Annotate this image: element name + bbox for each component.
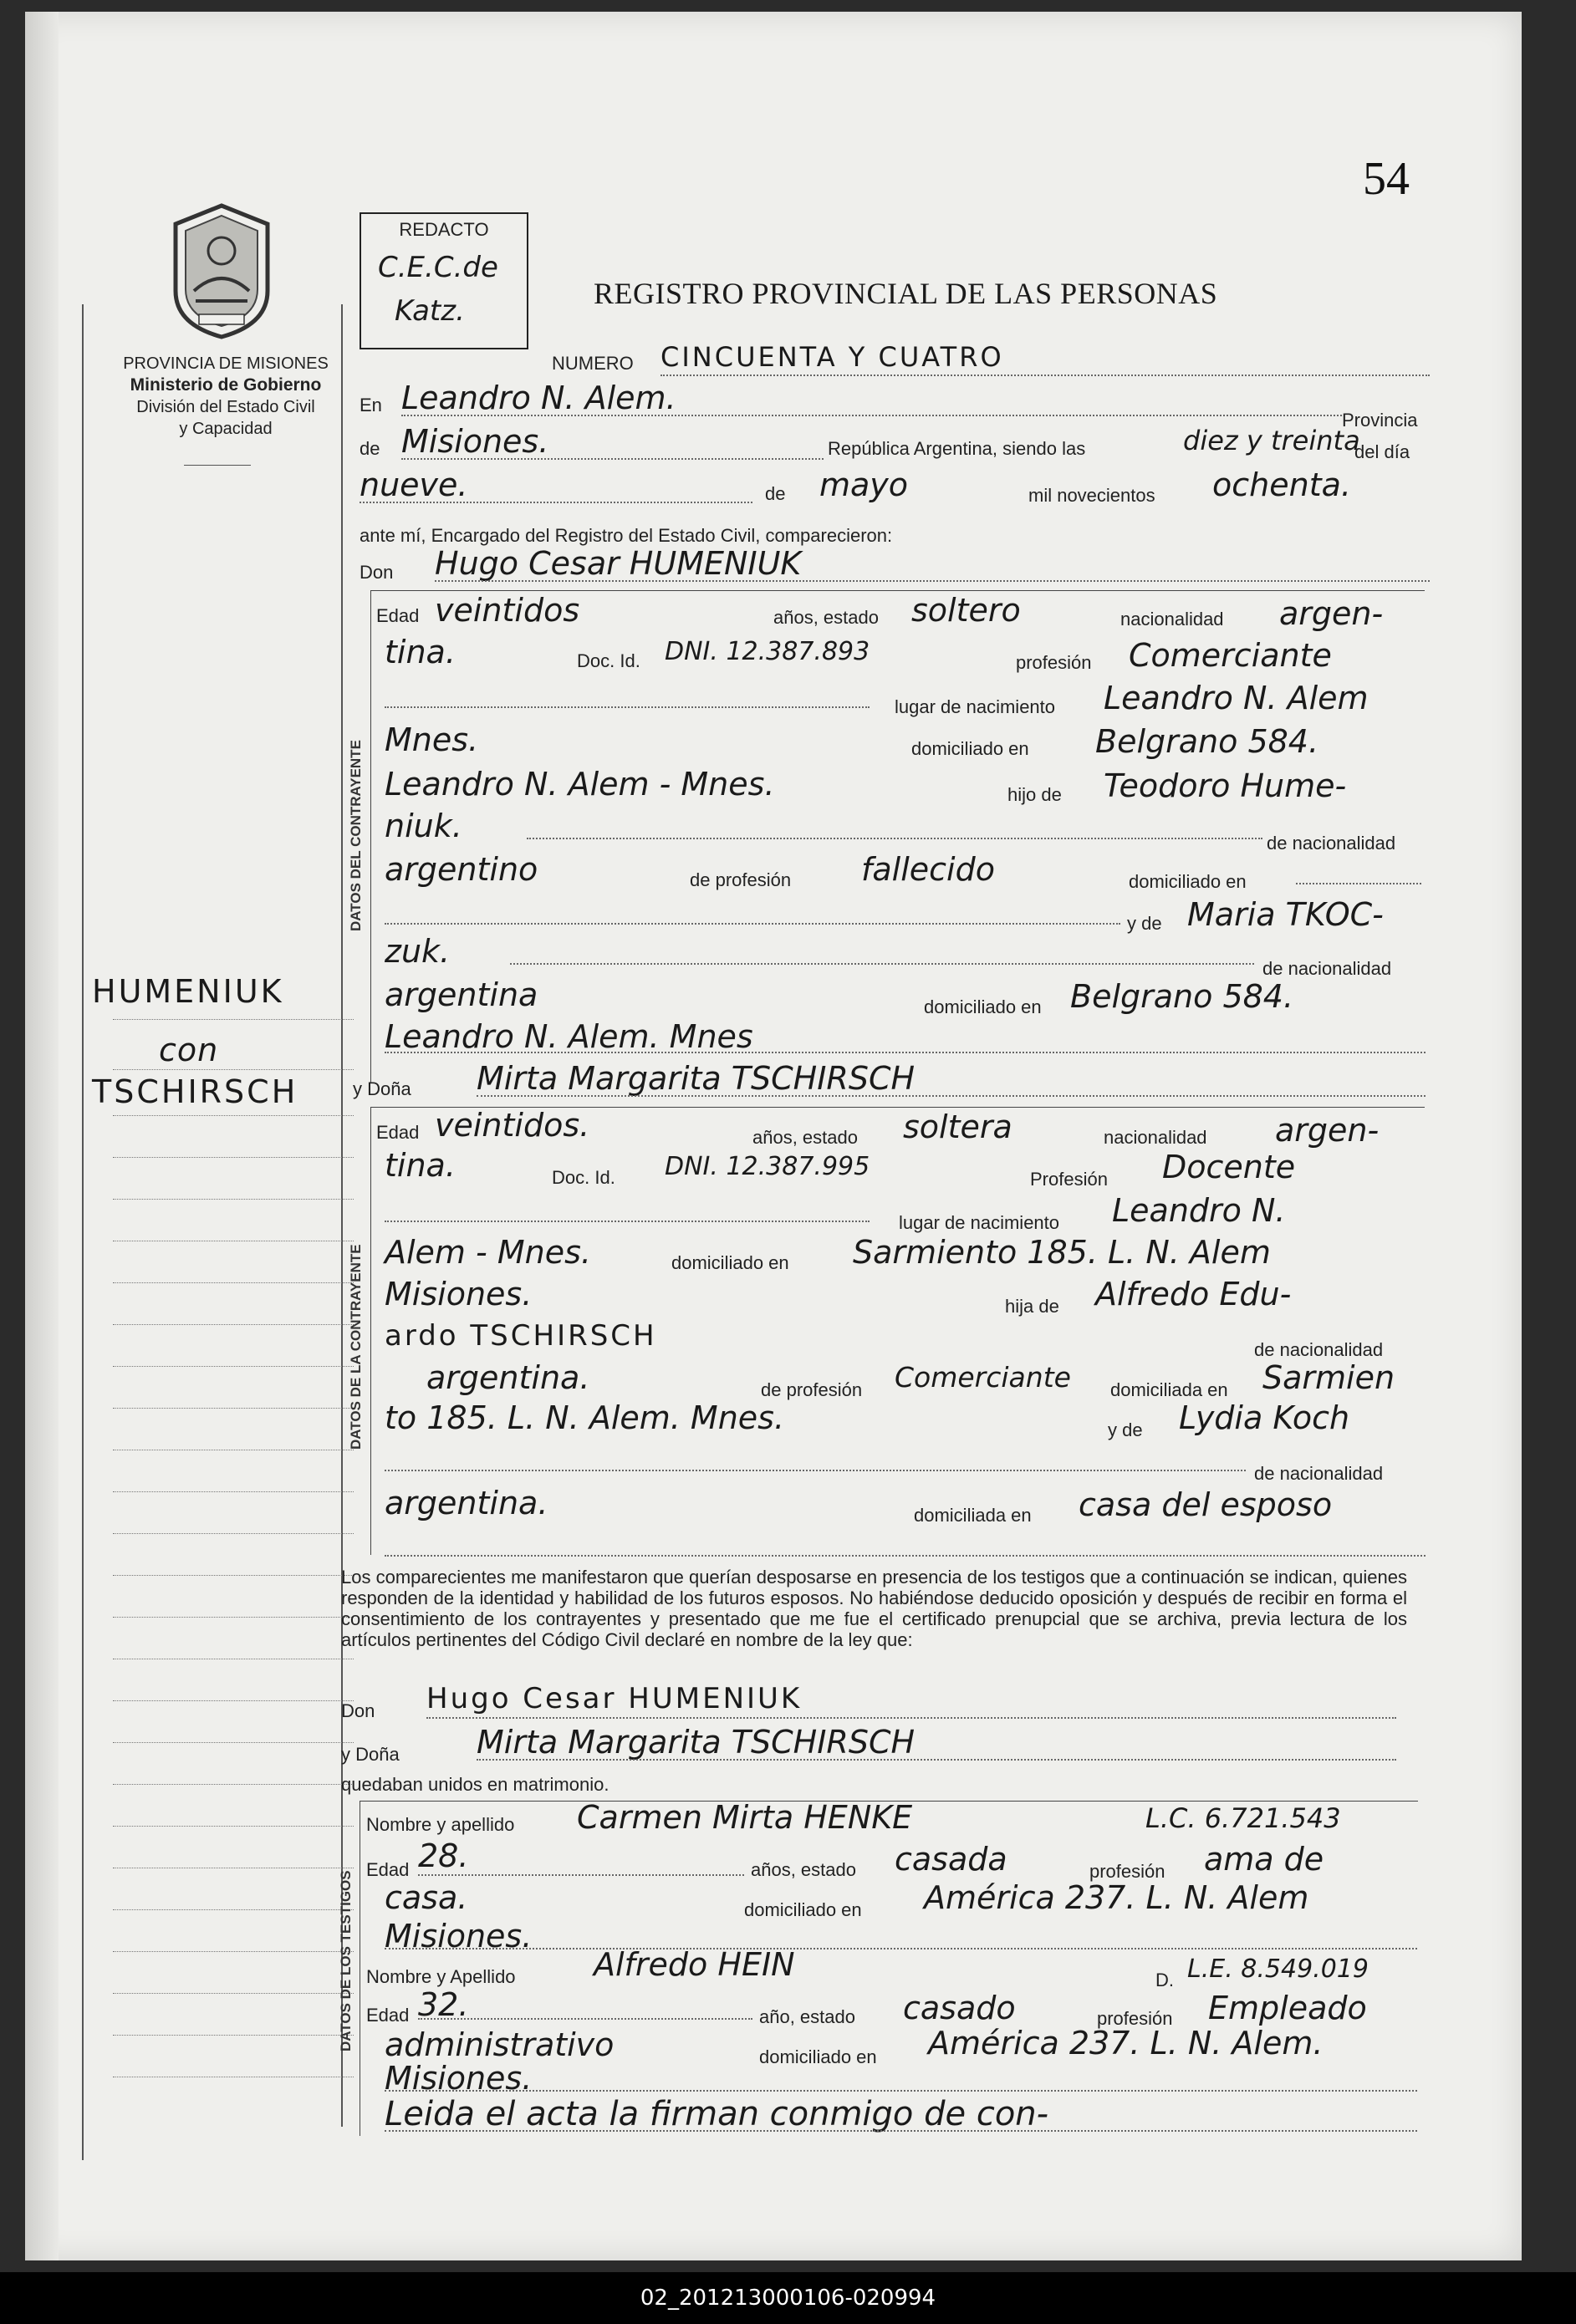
nacionalidad-label: nacionalidad [1104,1127,1207,1148]
fill-line [510,963,1254,965]
groom-nac-1: argen- [1279,595,1384,632]
groom-padre-prof-line [25,851,1522,892]
register-page [25,12,1522,2260]
mes-value: mayo [819,466,909,503]
register-title: REGISTRO PROVINCIAL DE LAS PERSONAS [594,277,1218,310]
witness1-profesion-2: casa. [385,1879,468,1916]
bride-madre-dom-line [25,1485,1522,1526]
bride-padre-dom-2: to 185. L. N. Alem. Mnes. [385,1399,785,1436]
witness1-nombre: Carmen Mirta HENKE [577,1799,913,1836]
bride-lugar-line [25,1192,1522,1233]
fill-line [527,838,1262,839]
fill-line [385,1555,1426,1557]
de-profesion-label: de profesión [690,869,792,890]
profesion-label: profesión [1097,2008,1173,2029]
groom-madre-dom-2: Leandro N. Alem. Mnes [385,1018,753,1055]
witness2-profesion-1: Empleado [1208,1990,1367,2026]
witness1-doc: L.C. 6.721.543 [1145,1802,1341,1834]
mil-label: mil novecientos [1028,485,1155,506]
provincia-label: Provincia [1342,410,1418,431]
redacto-handwriting-1: C.E.C.de [378,251,498,284]
groom-madre-dom-line [25,976,1522,1017]
decl-don-value: Hugo Cesar HUMENIUK [426,1682,803,1715]
nombre-apellido-label: Nombre y apellido [366,1814,515,1835]
groom-doc-line [25,634,1522,674]
witness2-nombre: Alfredo HEIN [594,1946,795,1983]
lugar-nac-label: lugar de nacimiento [895,696,1056,717]
witness1-edad-line [25,1837,1522,1882]
y-dona-label: y Doña [353,1078,411,1099]
domiciliado-label: domiciliado en [744,1899,862,1920]
bride-padre-prof-line [25,1359,1522,1400]
bride-domicilio-line [25,1234,1522,1274]
witness2-nombre-line [25,1946,1522,1990]
fill-line [385,1948,1417,1949]
witness2-domicilio-line [25,2025,1522,2067]
bride-profesion: Docente [1162,1149,1296,1185]
groom-domicilio-1: Belgrano 584. [1095,723,1319,760]
edad-label: Edad [376,1122,420,1143]
witness1-domicilio-2: Misiones. [385,1918,533,1955]
bride-edad: veintidos. [435,1107,590,1144]
fill-line [385,1470,1246,1471]
groom-padre-1: Teodoro Hume- [1104,767,1347,804]
form-body [25,12,1522,2260]
margin-note-surname-2: TSCHIRSCH [92,1073,298,1110]
nombre-apellido-label: Nombre y Apellido [366,1966,516,1987]
domiciliado-label: domiciliado en [759,2046,877,2067]
edad-label: Edad [366,1859,410,1880]
don-value: Hugo Cesar HUMENIUK [435,545,802,582]
doc-label: Doc. Id. [552,1167,615,1188]
bride-hija-line [25,1276,1522,1317]
redacto-handwriting-2: Katz. [395,294,465,328]
groom-madre-2: zuk. [385,933,451,970]
fill-line [401,415,1342,416]
witness1-estado: casada [895,1841,1007,1878]
fill-line [477,1095,1426,1097]
profesion-label: profesión [1089,1861,1165,1882]
groom-madre-dom-2-line [25,1018,1522,1060]
doc-label: Doc. Id. [577,650,640,671]
de-label: de [360,438,380,459]
witness2-doc: L.E. 8.549.019 [1187,1955,1369,1984]
bride-section-label: DATOS DE LA CONTRAYENTE [348,1244,364,1450]
fill-line [1296,883,1421,884]
groom-domicilio-2: Leandro N. Alem - Mnes. [385,766,775,803]
domiciliado-label: domiciliado en [924,996,1042,1017]
groom-profesion: Comerciante [1129,637,1332,674]
profesion-label: Profesión [1030,1169,1108,1190]
y-dona-label: y Doña [341,1744,400,1765]
en-value: Leandro N. Alem. [401,380,676,416]
bride-estado: soltera [903,1108,1012,1145]
en-label: En [360,395,382,415]
bride-padre-dom-1: Sarmien [1262,1359,1395,1396]
groom-nac-2: tina. [385,634,456,670]
bride-madre-nac-line [25,1448,1522,1484]
numero-value: CINCUENTA Y CUATRO [660,341,1004,373]
groom-padre-nac: argentino [385,851,538,888]
bride-padre-prof: Comerciante [895,1361,1071,1394]
bride-lugar-nac: Leandro N. [1112,1192,1286,1229]
hija-de-label: hija de [1005,1296,1059,1317]
groom-madre-dom-1: Belgrano 584. [1070,978,1294,1015]
bride-padre-line [25,1319,1522,1360]
margin-note-con: con [159,1032,219,1068]
dona-line [25,1060,1522,1100]
groom-hijo-line [25,766,1522,806]
groom-madre-1: Maria TKOC- [1187,896,1384,933]
groom-estado: soltero [911,592,1021,629]
bride-domicilio-2: Misiones. [385,1276,533,1312]
bride-madre-dom: casa del esposo [1079,1486,1333,1523]
dia-value: nueve. [360,466,468,503]
hijo-de-label: hijo de [1007,784,1062,805]
witness2-domicilio-1: América 237. L. N. Alem. [928,2025,1324,2062]
ministry-label: Ministerio de Gobierno [130,375,322,395]
domiciliado-label: domiciliado en [1129,871,1247,892]
fill-line [385,2130,1417,2132]
witness1-domicilio-1: América 237. L. N. Alem [924,1879,1309,1916]
dona-value: Mirta Margarita TSCHIRSCH [477,1060,916,1097]
fill-line [385,2090,1417,2092]
fill-line [435,580,1430,582]
decl-don-line [25,1682,1522,1722]
witness2-profesion-2: administrativo [385,2026,615,2063]
groom-madre-nac: argentina [385,976,538,1013]
witness1-edad: 28. [418,1837,469,1874]
de-mes-label: de [765,483,786,504]
fill-line [477,1759,1396,1761]
nacionalidad-label: nacionalidad [1120,609,1224,629]
bride-doc-line [25,1147,1522,1190]
redacto-label: REDACTO [399,219,489,240]
witness1-nombre-line [25,1799,1522,1839]
domiciliado-label: domiciliado en [911,738,1029,759]
del-dia-label: del día [1354,441,1410,462]
don-label: Don [341,1700,375,1721]
domiciliado-label: domiciliado en [671,1252,789,1273]
lugar-nac-label: lugar de nacimiento [899,1212,1060,1233]
groom-madre-line [25,896,1522,935]
groom-section-label: DATOS DEL CONTRAYENTE [348,740,364,931]
fill-line [385,923,1120,925]
closing-line [25,2095,1522,2135]
witnesses-section-label: DATOS DE LOS TESTIGOS [338,1870,354,2051]
closing-text: Leida el acta la firman conmigo de con- [385,2095,1049,2133]
footer-caption: 02_201213000106-020994 [0,2272,1576,2324]
de-nacionalidad-label: de nacionalidad [1262,958,1392,979]
fill-line [401,458,824,460]
witness1-profesion-1: ama de [1204,1841,1324,1878]
bride-nac-2: tina. [385,1147,456,1184]
edad-label: Edad [366,2005,410,2026]
numero-line [25,341,1522,380]
numero-label: NUMERO [552,353,634,374]
anos-estado-label: años, estado [752,1127,858,1148]
ano-value: ochenta. [1212,466,1351,503]
witness1-domicilio-line [25,1879,1522,1920]
bride-padre-2: ardo TSCHIRSCH [385,1319,657,1353]
profesion-label: profesión [1016,652,1092,673]
declaration-paragraph: Los comparecientes me manifestaron que querían desposarse en presencia de los testigos que a continuación se indican, quienes responden de la identidad y habilidad de los futuros esposos. No habiéndose deducido oposición y después de recibir en forma el consentimiento de los contrayentes y presentado que me fue el certificado prenupcial que se archiva, previa lectura de los artículos pertinentes del Código Civil declaré en nombre de la ley que: [341,1567,1407,1650]
de-nacionalidad-label: de nacionalidad [1254,1339,1384,1360]
groom-madre-2-line [25,933,1522,979]
provincia-value: Misiones. [401,423,549,460]
province-label: PROVINCIA DE MISIONES [123,354,329,373]
y-de-label: y de [1108,1419,1143,1440]
groom-domicilio-line [25,721,1522,762]
bride-madre-line [25,1399,1522,1440]
de-nacionalidad-label: de nacionalidad [1267,833,1396,854]
don-line [25,545,1522,584]
groom-padre-line [25,808,1522,854]
anos-estado-label: años, estado [773,607,879,628]
ano-estado-label: año, estado [759,2006,855,2027]
groom-padre-prof: fallecido [861,851,995,888]
bride-edad-line [25,1107,1522,1149]
decl-dona-line [25,1724,1522,1765]
de-nacionalidad-label: de nacionalidad [1254,1463,1384,1484]
groom-lugar-nac-2: Mnes. [385,721,479,758]
fill-line [660,375,1430,376]
witness2-domicilio-2: Misiones. [385,2060,533,2097]
bride-madre-nac: argentina. [385,1485,548,1521]
ante-label: ante mí, Encargado del Registro del Estado Civil, comparecieron: [360,525,893,546]
bride-madre: Lydia Koch [1179,1399,1350,1436]
bride-padre-1: Alfredo Edu- [1095,1276,1292,1312]
bride-nac-1: argen- [1275,1112,1380,1149]
witness2-estado: casado [903,1990,1016,2026]
don-label: Don [360,562,394,583]
groom-lugar-line [25,680,1522,718]
edad-label: Edad [376,605,420,626]
page-number: 54 [1363,153,1410,205]
margin-note-surname-1: HUMENIUK [92,973,284,1010]
bride-doc: DNI. 12.387.995 [665,1152,870,1181]
anos-estado-label: años, estado [751,1859,856,1880]
fill-line [418,2018,752,2020]
fill-line [418,1874,744,1876]
division-label-1: División del Estado Civil [136,398,315,416]
y-de-label: y de [1127,913,1162,934]
decl-dona-value: Mirta Margarita TSCHIRSCH [477,1724,916,1761]
bride-domicilio-1: Sarmiento 185. L. N. Alem [853,1234,1271,1271]
de-profesion-label: de profesión [761,1379,863,1400]
fecha-line [25,466,1522,507]
groom-doc: DNI. 12.387.893 [665,637,870,666]
republica-label: República Argentina, siendo las [828,438,1086,459]
groom-lugar-nac: Leandro N. Alem [1104,680,1369,716]
fill-line [385,1221,870,1222]
fill-line [385,706,870,708]
domiciliada-label: domiciliada en [914,1505,1032,1526]
groom-padre-2: niuk. [385,808,462,844]
doc-d-label: D. [1155,1970,1174,1990]
hora-value: diez y treinta [1183,425,1360,456]
quedaban-label: quedaban unidos en matrimonio. [341,1774,609,1795]
fill-line [360,502,752,503]
fill-line [385,1052,1426,1053]
groom-edad-line [25,592,1522,632]
fill-line [426,1717,1396,1719]
groom-edad: veintidos [435,592,580,629]
witness2-edad: 32. [418,1986,469,2023]
division-label-2: y Capacidad [179,420,273,438]
bride-padre-nac: argentina. [426,1359,590,1396]
domiciliada-label: domiciliada en [1110,1379,1228,1400]
bride-lugar-nac-2: Alem - Mnes. [385,1234,591,1271]
